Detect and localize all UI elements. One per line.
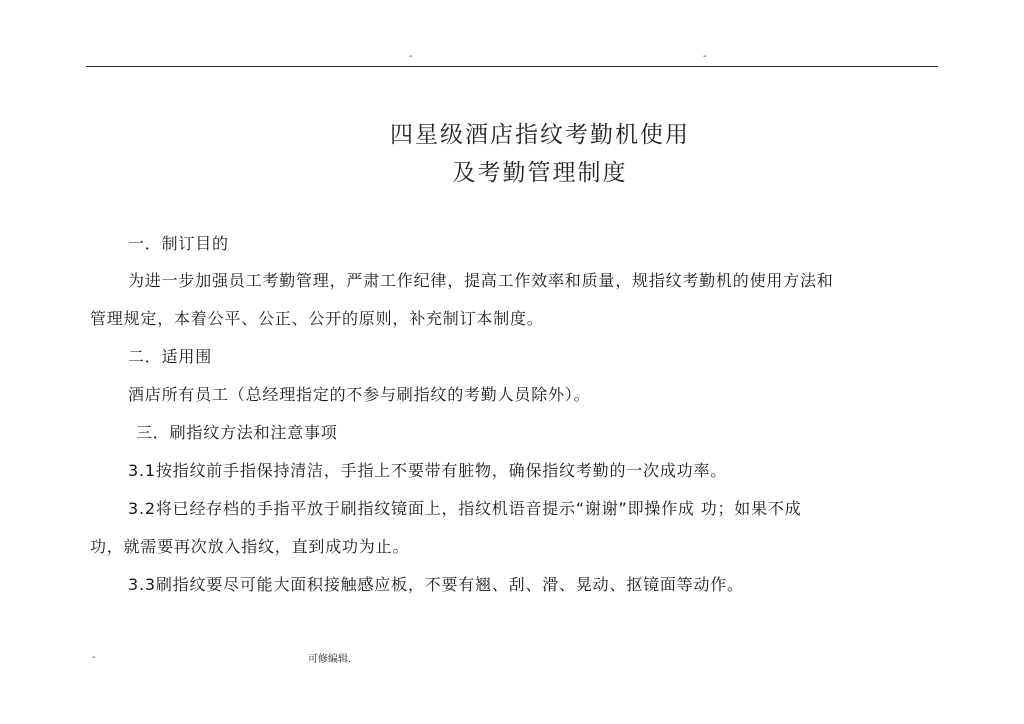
paragraph-method-3-2-line-1: 3.2将已经存档的手指平放于刷指纹镜面上，指纹机语音提示“谢谢”即操作成 功；如果不成 — [128, 499, 802, 518]
paragraph-method-3-1: 3.1按指纹前手指保持清洁，手指上不要带有脏物，确保指纹考勤的一次成功率。 — [128, 461, 728, 480]
document-title-line-1: 四星级酒店指纹考勤机使用 — [390, 122, 690, 148]
header-mark-left: - — [409, 51, 413, 62]
section-heading-scope: 二．适用围 — [128, 347, 213, 366]
section-heading-purpose: 一．制订目的 — [128, 234, 229, 253]
footer-editable-note: 可修编辑. — [308, 654, 352, 665]
paragraph-purpose-line-1: 为进一步加强员工考勤管理，严肃工作纪律，提高工作效率和质量，规指纹考勤机的使用方法和 — [128, 271, 834, 290]
footer-mark: - — [92, 652, 96, 663]
document-title-line-2: 及考勤管理制度 — [452, 160, 628, 186]
header-mark-right: - — [703, 51, 707, 62]
paragraph-purpose-line-2: 管理规定，本着公平、公正、公开的原则，补充制订本制度。 — [90, 309, 544, 328]
header-rule — [86, 66, 938, 67]
paragraph-method-3-2-line-2: 功，就需要再次放入指纹，直到成功为止。 — [90, 537, 410, 556]
paragraph-method-3-3: 3.3刷指纹要尽可能大面积接触感应板，不要有翘、刮、滑、晃动、抠镜面等动作。 — [128, 575, 744, 594]
paragraph-scope: 酒店所有员工（总经理指定的不参与刷指纹的考勤人员除外）。 — [128, 385, 591, 404]
section-heading-method: 三．刷指纹方法和注意事项 — [136, 423, 338, 442]
